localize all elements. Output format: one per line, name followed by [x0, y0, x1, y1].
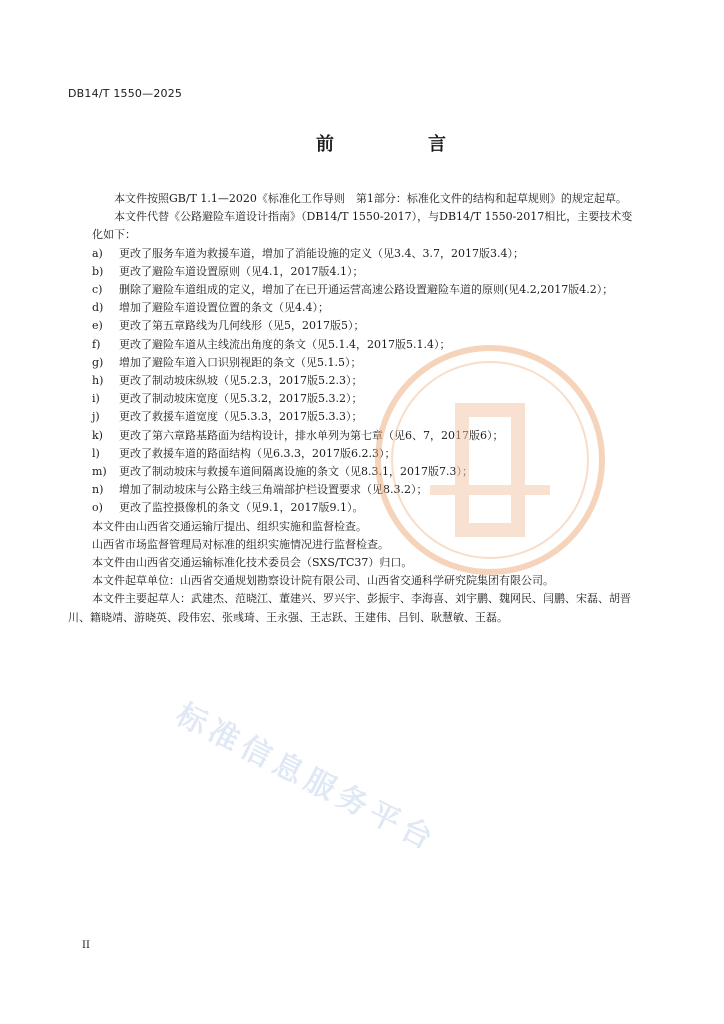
proposer-paragraph: 本文件由山西省交通运输厅提出、组织实施和监督检查。: [92, 519, 367, 533]
list-item: e) 更改了第五章路线为几何线形（见5，2017版5）；: [92, 319, 365, 333]
change-list: [92, 245, 640, 518]
list-item: m) 更改了制动坡床与救援车道间隔离设施的条文（见8.3.1，2017版7.3）；: [92, 465, 473, 479]
list-item: c) 删除了避险车道组成的定义，增加了在已开通运营高速公路设置避险车道的原则(见4.2,2017版4.2）；: [92, 283, 614, 297]
page-title: 前 言: [316, 134, 484, 155]
list-item: g) 增加了避险车道入口识别视距的条文（见5.1.5）；: [92, 355, 362, 369]
list-item: j) 更改了救援车道宽度（见5.3.3，2017版5.3.3）；: [92, 410, 363, 424]
list-item: d) 增加了避险车道设置位置的条文（见4.4）；: [92, 301, 329, 315]
list-item: a) 更改了服务车道为救援车道，增加了消能设施的定义（见3.4、3.7，2017版3.4）；: [92, 246, 524, 260]
list-item: n) 增加了制动坡床与公路主线三角端部护栏设置要求（见8.3.2）；: [92, 483, 428, 497]
page-number: II: [82, 940, 90, 951]
drafting-units-paragraph: 本文件起草单位：山西省交通规划勘察设计院有限公司、山西省交通科学研究院集团有限公司。: [92, 574, 554, 588]
drafters-paragraph: 本文件主要起草人：武建杰、范晓江、董建兴、罗兴宇、彭振宇、李海喜、刘宇鹏、魏网民、闫鹏、宋磊、胡晋川、籍晓靖、游晓英、段伟宏、张彧琦、王永强、王志跃、王建伟、吕钊、耿慧敏、王磊。: [68, 592, 631, 624]
list-item: h) 更改了制动坡床纵坡（见5.2.3，2017版5.2.3）；: [92, 374, 363, 388]
list-item: o) 更改了监控摄像机的条文（见9.1，2017版9.1）。: [92, 501, 364, 515]
list-item: i) 更改了制动坡床宽度（见5.3.2，2017版5.3.2）；: [92, 392, 363, 406]
document-code: DB14/T 1550—2025: [68, 87, 183, 100]
watermark-text: 标准信息服务平台: [170, 697, 443, 860]
list-item: f) 更改了避险车道从主线流出角度的条文（见5.1.4，2017版5.1.4）；: [92, 337, 451, 351]
list-item: k) 更改了第六章路基路面为结构设计，排水单列为第七章（见6、7，2017版6）；: [92, 428, 504, 442]
committee-paragraph: 本文件由山西省交通运输标准化技术委员会（SXS/TC37）归口。: [92, 556, 413, 570]
list-item: l) 更改了救援车道的路面结构（见6.3.3，2017版6.2.3）；: [92, 446, 396, 460]
replacement-paragraph: 本文件代替《公路避险车道设计指南》（DB14/T 1550-2017），与DB14/T 1550-2017相比，主要技术变化如下：: [92, 210, 633, 242]
foreword-body: [68, 190, 640, 627]
intro-paragraph: 本文件按照GB/T 1.1—2020《标准化工作导则 第1部分：标准化文件的结构和起草规则》的规定起草。: [114, 192, 627, 205]
list-item: b) 更改了避险车道设置原则（见4.1，2017版4.1）；: [92, 264, 364, 278]
supervision-paragraph: 山西省市场监督管理局对标准的组织实施情况进行监督检查。: [92, 537, 389, 551]
